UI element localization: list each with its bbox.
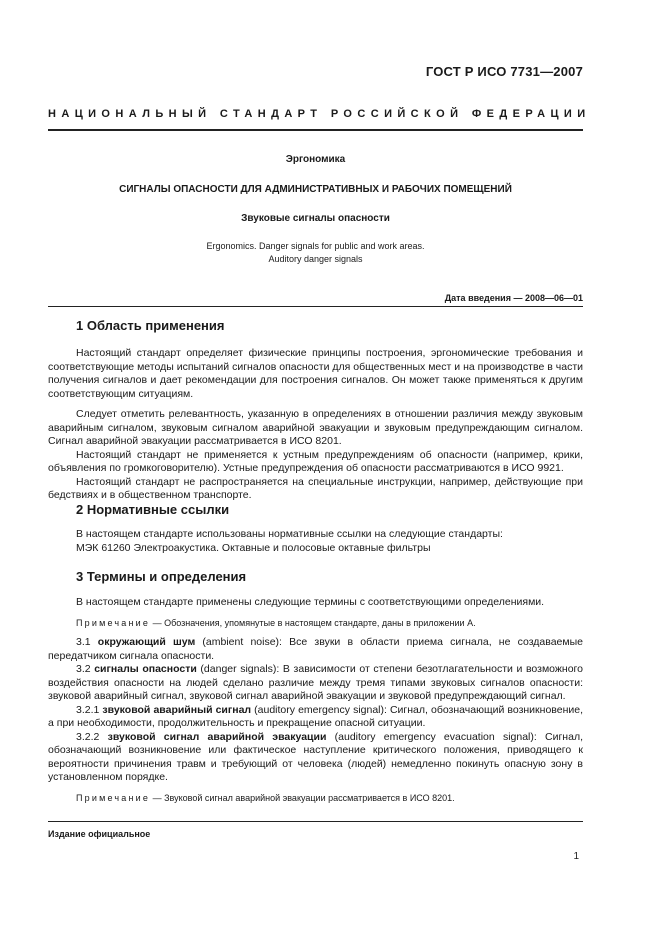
english-title-line-1: Ergonomics. Danger signals for public and work areas. bbox=[206, 241, 425, 251]
term-number: 3.1 bbox=[76, 636, 98, 648]
date-divider bbox=[48, 306, 583, 307]
section-body-scope bbox=[48, 347, 583, 503]
note-text: — Обозначения, упомянутые в настоящем стандарте, даны в приложении А. bbox=[150, 617, 476, 628]
document-code: ГОСТ Р ИСО 7731—2007 bbox=[425, 64, 583, 79]
note-label: Примечание bbox=[76, 617, 151, 628]
section-heading-references: 2 Нормативные ссылки bbox=[76, 502, 230, 517]
english-title-line-2: Auditory danger signals bbox=[268, 254, 363, 264]
page-number: 1 bbox=[573, 851, 579, 862]
term-definition: (auditory emergency signal): Сигнал, обозначающий возникновение, а при необходимости, продолжительность и прекращение опасной ситуации. bbox=[48, 703, 584, 729]
paragraph: Следует отметить релевантность, указанную в определениях в отношении различия между звуковым аварийным сигналом, звуковым сигналом аварийной эвакуации и звуковым предупреждающим сигналом. Сигнал аварийной эвакуации рассматривается в ИСО 8201. bbox=[48, 408, 583, 447]
reference-item: МЭК 61260 Электроакустика. Октавные и полосовые октавные фильтры bbox=[76, 541, 431, 554]
section-heading-terms: 3 Термины и определения bbox=[76, 569, 247, 584]
term-3-2-2 bbox=[48, 731, 583, 785]
national-standard-banner: НАЦИОНАЛЬНЫЙ СТАНДАРТ РОССИЙСКОЙ ФЕДЕРАЦИИ bbox=[48, 108, 591, 120]
term-name: окружающий шум bbox=[97, 636, 196, 648]
paragraph: Настоящий стандарт определяет физические принципы построения, эргономические требования и соответствующие методы испытаний сигналов опасности для общественных мест и на производстве в части получения сигналов и дает рекомендации для построения сигналов. Он может также применяться к другим соответствующим ситуациям. bbox=[48, 347, 583, 400]
standard-title: СИГНАЛЫ ОПАСНОСТИ ДЛЯ АДМИНИСТРАТИВНЫХ И РАБОЧИХ ПОМЕЩЕНИЙ bbox=[119, 184, 512, 195]
term-definition: (ambient noise): Все звуки в области приема сигнала, не создаваемые передатчиком сигнала опасности. bbox=[48, 636, 583, 662]
edition-label: Издание официальное bbox=[48, 829, 151, 839]
term-3-2-1 bbox=[48, 704, 583, 731]
paragraph: В настоящем стандарте применены следующие термины с соответствующими определениями. bbox=[76, 596, 545, 608]
term-number: 3.2.2 bbox=[76, 730, 108, 743]
term-3-1 bbox=[48, 636, 583, 663]
term-definition: (auditory emergency evacuation signal): Сигнал, обозначающий возникновение или фактическое наступление критического положения, приводящего к вероятности причинения травм и требующий от человека (людей) немедленно покинуть опасную зону в установленном порядке. bbox=[48, 730, 583, 783]
note bbox=[48, 792, 583, 806]
term-name: сигналы опасности bbox=[94, 663, 197, 675]
standard-subtitle: Звуковые сигналы опасности bbox=[241, 213, 390, 224]
effective-date: Дата введения — 2008—06—01 bbox=[444, 293, 583, 303]
paragraph: Настоящий стандарт не распространяется на специальные инструкции, например, действующие при бедствиях и в общественном транспорте. bbox=[48, 475, 583, 501]
header-divider bbox=[48, 129, 583, 131]
term-number: 3.2.1 bbox=[76, 703, 103, 716]
footer-divider bbox=[48, 821, 583, 822]
paragraph: Настоящий стандарт не применяется к устным предупреждениям об опасности (например, крики, объявления по громкоговорителю). Устные предупреждения об опасности рассматриваются в ИСО 9921. bbox=[48, 448, 583, 474]
term-name: звуковой аварийный сигнал bbox=[102, 703, 252, 716]
section-heading-scope: 1 Область применения bbox=[76, 318, 225, 333]
section-body-references bbox=[48, 528, 583, 555]
note-text: — Звуковой сигнал аварийной эвакуации рассматривается в ИСО 8201. bbox=[150, 792, 455, 803]
term-number: 3.2 bbox=[76, 663, 95, 675]
section-body-terms bbox=[48, 596, 583, 805]
term-definition: (danger signals): В зависимости от степени безотлагательности и возможного воздействия опасности на людей сделано различие между тремя типами звуковых сигналов опасности: звуковой аварийный сигнал, звуковой сигнал аварийной эвакуации и звуковой предупреждающий сигнал. bbox=[48, 663, 583, 702]
paragraph: В настоящем стандарте использованы нормативные ссылки на следующие стандарты: bbox=[76, 528, 503, 540]
standard-category: Эргономика bbox=[285, 154, 346, 165]
note bbox=[48, 617, 583, 631]
term-3-2 bbox=[48, 663, 583, 704]
note-label: Примечание bbox=[76, 792, 151, 803]
term-name: звуковой сигнал аварийной эвакуации bbox=[107, 730, 327, 743]
